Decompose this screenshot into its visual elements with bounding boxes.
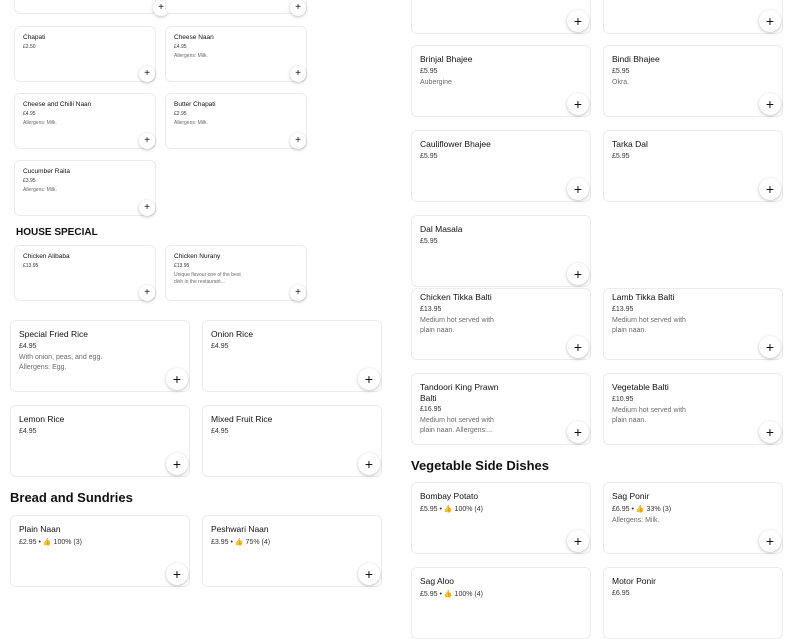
- item-description: Unique flavour one of the best dish in the restaurant...: [174, 272, 241, 285]
- item-name: Chicken Tikka Balti: [420, 292, 492, 302]
- section-heading-house-special: HOUSE SPECIAL: [16, 227, 98, 238]
- item-price: £4.95: [23, 111, 36, 117]
- menu-item-card[interactable]: [411, 130, 591, 202]
- item-name: Bombay Potato: [420, 491, 479, 501]
- item-rating: 100% (4): [454, 591, 483, 598]
- add-item-button[interactable]: +: [139, 66, 155, 82]
- item-name: Cauliflower Bhajee: [420, 139, 491, 149]
- add-item-button[interactable]: +: [759, 93, 781, 115]
- menu-item-card[interactable]: [411, 567, 591, 639]
- add-item-button[interactable]: +: [567, 178, 589, 200]
- menu-item-card[interactable]: [411, 288, 591, 360]
- item-rating: 100% (3): [53, 539, 82, 546]
- menu-item-card[interactable]: [411, 0, 591, 34]
- item-price: £3.95: [23, 178, 36, 184]
- menu-item-card[interactable]: [10, 320, 190, 392]
- item-price: £6.95 •: [612, 506, 634, 513]
- item-name: Lamb Tikka Balti: [612, 292, 675, 302]
- menu-item-card[interactable]: [411, 215, 591, 287]
- item-rating: 100% (4): [454, 506, 483, 513]
- section-heading-vegetable-side: Vegetable Side Dishes: [411, 458, 550, 473]
- item-price-rating: [420, 590, 582, 598]
- add-item-button[interactable]: +: [290, 66, 306, 82]
- item-name: Dal Masala: [420, 224, 463, 234]
- item-price-rating: [211, 538, 373, 546]
- item-price: £6.95: [612, 590, 630, 597]
- menu-item-card[interactable]: [411, 45, 591, 117]
- item-price: £5.95: [612, 68, 630, 75]
- menu-item-card[interactable]: [165, 93, 307, 149]
- item-name: Motor Ponir: [612, 576, 656, 586]
- item-price: £4.95: [211, 343, 229, 350]
- item-name: Tarka Dal: [612, 139, 648, 149]
- item-description: Allergens: Milk.: [612, 517, 660, 524]
- add-item-button[interactable]: +: [567, 263, 589, 285]
- item-price: £16.95: [420, 406, 442, 413]
- add-item-button[interactable]: +: [139, 133, 155, 149]
- item-price: £4.95: [19, 343, 37, 350]
- item-description: Allergens: Milk.: [174, 120, 208, 126]
- item-name: Cheese Naan: [174, 34, 214, 41]
- menu-item-card[interactable]: [14, 93, 156, 149]
- item-description: Medium hot served with plain naan. Allergens:...: [420, 417, 494, 434]
- item-name: Chapati: [23, 34, 46, 41]
- add-item-button[interactable]: +: [759, 10, 781, 32]
- item-description: Medium hot served with plain naan.: [612, 317, 686, 334]
- item-price: £2.95: [174, 111, 187, 117]
- item-name: Chicken Alibaba: [23, 253, 70, 260]
- item-name: Peshwari Naan: [211, 524, 269, 534]
- item-price: £13.95: [612, 306, 634, 313]
- item-description: Okra.: [612, 79, 630, 86]
- menu-item-card[interactable]: [14, 0, 164, 14]
- item-price: £13.95: [23, 263, 39, 269]
- item-name: Onion Rice: [211, 329, 254, 339]
- add-item-button[interactable]: +: [759, 336, 781, 358]
- menu-item-card[interactable]: [14, 160, 156, 216]
- item-price: £2.95 •: [19, 539, 41, 546]
- item-rating: 75% (4): [245, 539, 271, 546]
- item-name: Chicken Nurany: [174, 253, 221, 260]
- add-item-button[interactable]: +: [759, 530, 781, 552]
- add-item-button[interactable]: +: [358, 368, 380, 390]
- item-price: £4.95: [19, 428, 37, 435]
- item-price: £13.95: [174, 263, 190, 269]
- item-price: £4.95: [174, 44, 187, 50]
- thumbs-up-icon: 👍: [443, 591, 453, 598]
- add-item-button[interactable]: +: [166, 563, 188, 585]
- menu-item-card[interactable]: [603, 45, 783, 117]
- item-description: Aubergine: [420, 79, 452, 86]
- add-item-button[interactable]: +: [759, 178, 781, 200]
- thumbs-up-icon: 👍: [443, 506, 453, 513]
- menu-item-card[interactable]: [165, 245, 307, 301]
- item-name: Brinjal Bhajee: [420, 54, 473, 64]
- item-price: £13.95: [420, 306, 442, 313]
- add-item-button[interactable]: +: [139, 200, 155, 216]
- item-price: £5.95 •: [420, 591, 442, 598]
- menu-item-card[interactable]: [14, 245, 156, 301]
- menu-item-card[interactable]: [202, 320, 382, 392]
- menu-item-card[interactable]: [603, 482, 783, 554]
- item-name: Cheese and Chilli Naan: [23, 101, 92, 108]
- menu-item-card[interactable]: [165, 0, 307, 14]
- item-name: Vegetable Balti: [612, 382, 669, 392]
- item-price: £5.95: [612, 153, 630, 160]
- item-price: £5.95: [420, 68, 438, 75]
- item-description: Allergens: Milk.: [23, 187, 57, 193]
- item-description: Medium hot served with plain naan.: [420, 317, 494, 334]
- item-name: Plain Naan: [19, 524, 61, 534]
- item-rating: 33% (3): [646, 506, 672, 513]
- add-item-button[interactable]: +: [567, 421, 589, 443]
- item-price-rating: [19, 538, 181, 546]
- item-name: Cucumber Raita: [23, 168, 70, 175]
- menu-item-card[interactable]: [10, 405, 190, 477]
- item-description: With onion, peas, and egg. Allergens: Egg.: [19, 354, 103, 371]
- item-name: Butter Chapati: [174, 101, 216, 108]
- item-name: Bindi Bhajee: [612, 54, 660, 64]
- item-name: Mixed Fruit Rice: [211, 414, 273, 424]
- item-name: Special Fried Rice: [19, 329, 88, 339]
- item-price: £10.95: [612, 396, 634, 403]
- menu-item-card[interactable]: [603, 373, 783, 445]
- add-item-button[interactable]: +: [567, 10, 589, 32]
- menu-item-card[interactable]: [603, 567, 783, 639]
- menu-item-card[interactable]: [411, 373, 591, 445]
- thumbs-up-icon: 👍: [42, 539, 52, 546]
- menu-item-card[interactable]: [603, 288, 783, 360]
- item-name: Sag Aloo: [420, 576, 455, 586]
- add-item-button[interactable]: +: [153, 0, 169, 16]
- add-item-button[interactable]: +: [567, 93, 589, 115]
- item-description: Allergens: Milk.: [174, 53, 208, 59]
- item-description: Medium hot served with plain naan.: [612, 407, 686, 424]
- menu-item-card[interactable]: [411, 482, 591, 554]
- menu-item-card[interactable]: [202, 405, 382, 477]
- add-item-button[interactable]: +: [358, 453, 380, 475]
- add-item-button[interactable]: +: [567, 530, 589, 552]
- add-item-button[interactable]: +: [759, 421, 781, 443]
- item-price: £5.95 •: [420, 506, 442, 513]
- item-description: Allergens: Milk.: [23, 120, 57, 126]
- add-item-button[interactable]: +: [567, 336, 589, 358]
- thumbs-up-icon: 👍: [234, 539, 244, 546]
- menu-item-card[interactable]: [165, 26, 307, 82]
- item-price: £5.95: [420, 153, 438, 160]
- item-price: £3.95 •: [211, 539, 233, 546]
- item-price-rating: [420, 505, 582, 513]
- menu-item-card[interactable]: [10, 515, 190, 587]
- menu-item-card[interactable]: [603, 0, 783, 34]
- menu-item-card[interactable]: [603, 130, 783, 202]
- add-item-button[interactable]: +: [166, 368, 188, 390]
- thumbs-up-icon: 👍: [635, 506, 645, 513]
- add-item-button[interactable]: +: [290, 0, 306, 16]
- item-name: Sag Ponir: [612, 491, 650, 501]
- add-item-button[interactable]: +: [166, 453, 188, 475]
- add-item-button[interactable]: +: [290, 133, 306, 149]
- menu-item-card[interactable]: [202, 515, 382, 587]
- add-item-button[interactable]: +: [139, 285, 155, 301]
- item-price: £5.95: [420, 238, 438, 245]
- item-price-rating: [612, 505, 774, 513]
- item-name: Lemon Rice: [19, 414, 65, 424]
- item-price: £2.50: [23, 44, 36, 50]
- add-item-button[interactable]: +: [358, 563, 380, 585]
- menu-item-card[interactable]: [14, 26, 156, 82]
- add-item-button[interactable]: +: [290, 285, 306, 301]
- item-price: £4.95: [211, 428, 229, 435]
- item-name: Tandoori King Prawn Balti: [420, 382, 499, 403]
- section-heading-bread: Bread and Sundries: [10, 490, 133, 505]
